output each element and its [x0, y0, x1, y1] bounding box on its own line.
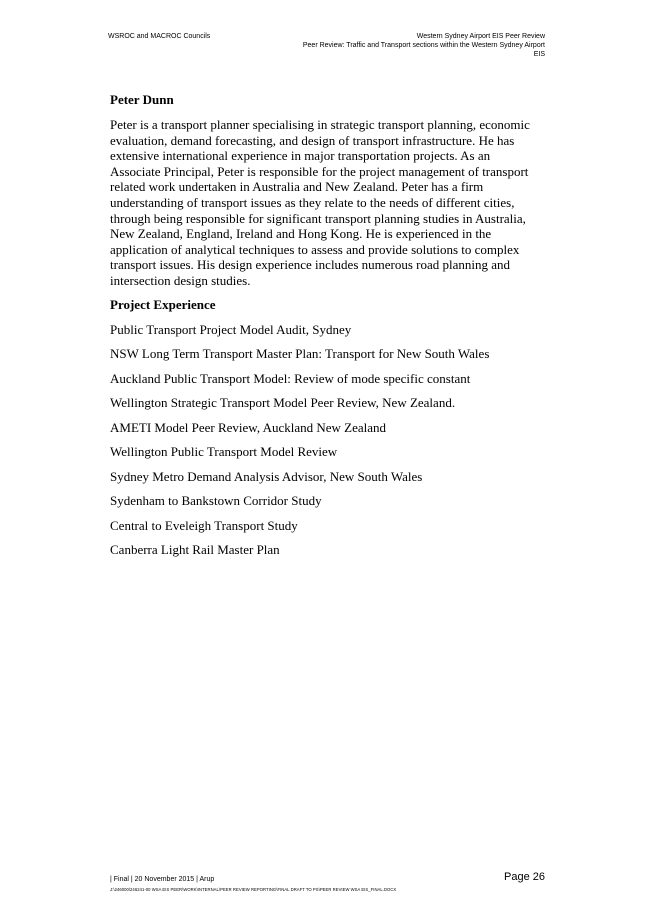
main-content	[110, 92, 550, 567]
header-title-line-3: EIS	[533, 51, 545, 58]
header-title-line-2: Peer Review: Traffic and Transport sections within the Western Sydney Airport	[302, 42, 545, 49]
list-item: Auckland Public Transport Model: Review of mode specific constant	[110, 370, 471, 386]
header-organisation: WSROC and MACROC Councils	[108, 33, 211, 40]
list-item: NSW Long Term Transport Master Plan: Transport for New South Wales	[110, 346, 490, 362]
person-bio-paragraph: Peter is a transport planner specialising in strategic transport planning, economic evaluation, demand forecasting, and design of transport infrastructure. He has extensive international experience in major transportation projects. As an Associate Principal, Peter is responsible for the project management of transport related work undertaken in Australia and New Zealand. Peter has a firm understanding of transport issues as they relate to the needs of different cities, through being responsible for significant transport planning studies in Australia, New Zealand, England, Ireland and Hong Kong. He is experienced in the application of analytical techniques to assess and provide solutions to complex transport issues. His design experience includes numerous road planning and intersection design studies.	[110, 117, 530, 288]
list-item: Canberra Light Rail Master Plan	[110, 542, 280, 558]
list-item: Wellington Public Transport Model Review	[110, 444, 338, 460]
project-experience-heading: Project Experience	[110, 296, 216, 312]
header-title-line-1: Western Sydney Airport EIS Peer Review	[416, 33, 545, 40]
list-item: AMETI Model Peer Review, Auckland New Zealand	[110, 419, 387, 435]
list-item: Public Transport Project Model Audit, Sydney	[110, 321, 352, 337]
project-experience-list	[110, 322, 550, 558]
list-item: Wellington Strategic Transport Model Peer Review, New Zealand.	[110, 395, 456, 411]
header-document-title	[245, 32, 545, 59]
list-item: Central to Eveleigh Transport Study	[110, 517, 298, 533]
person-name-heading: Peter Dunn	[110, 92, 174, 107]
page-number: Page 26	[504, 871, 545, 883]
list-item: Sydenham to Bankstown Corridor Study	[110, 493, 322, 509]
list-item: Sydney Metro Demand Analysis Advisor, New South Wales	[110, 468, 423, 484]
footer-file-path: J:\246000\246241-00 WSA EIS PEER\WORK\INTERNAL\PEER REVIEW REPORTING\FINAL DRAFT TO PS\PEER REVIEW WSA EIS_FINAL.DOCX	[110, 887, 397, 892]
footer-status: | Final | 20 November 2015 | Arup	[110, 876, 215, 883]
